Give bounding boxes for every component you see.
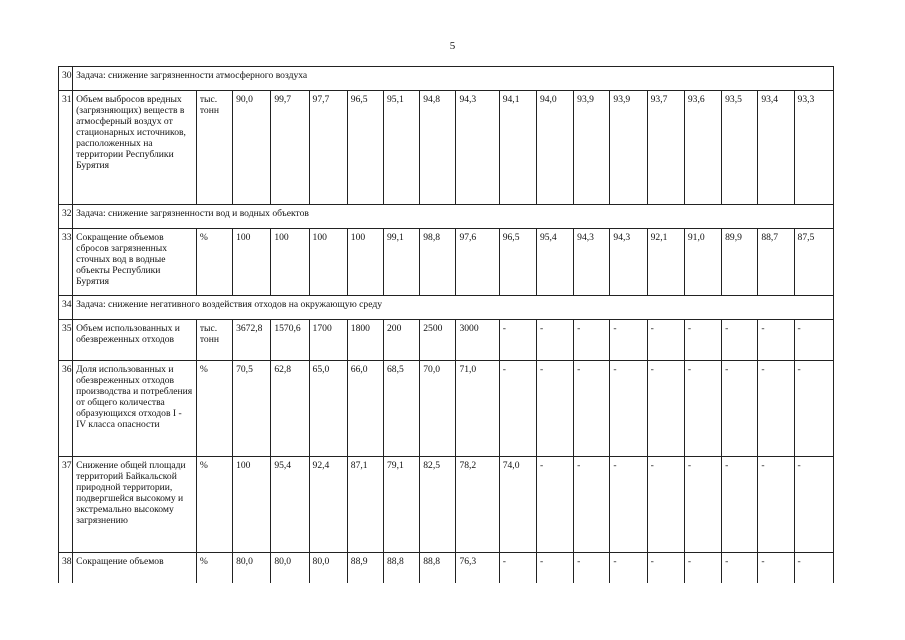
value-cell: 1800 [347, 320, 383, 361]
value-cell: 94,1 [499, 91, 536, 205]
value-cell: - [684, 553, 721, 583]
value-cell: - [794, 361, 833, 457]
indicator-row [59, 320, 834, 361]
value-cell: - [647, 553, 684, 583]
task-title: Задача: снижение загрязненности атмосферного воздуха [73, 67, 834, 91]
indicator-name: Сокращение объемов [73, 553, 197, 583]
value-cell: - [610, 457, 647, 553]
value-cell: 94,3 [456, 91, 499, 205]
value-cell: - [499, 361, 536, 457]
value-cell: 93,9 [574, 91, 610, 205]
value-cell: 3672,8 [233, 320, 271, 361]
value-cell: 62,8 [271, 361, 309, 457]
value-cell: 95,1 [384, 91, 420, 205]
value-cell: 100 [271, 229, 309, 296]
value-cell: 74,0 [499, 457, 536, 553]
value-cell: 93,3 [794, 91, 833, 205]
page-number: 5 [449, 40, 456, 52]
value-cell: - [574, 553, 610, 583]
row-number: 38 [59, 553, 73, 583]
value-cell: 97,6 [456, 229, 499, 296]
value-cell: 94,3 [574, 229, 610, 296]
value-cell: 93,6 [684, 91, 721, 205]
value-cell: 88,8 [420, 553, 456, 583]
task-title: Задача: снижение негативного воздействия отходов на окружающую среду [73, 296, 834, 320]
indicator-name: Объем использованных и обезвреженных отходов [73, 320, 197, 361]
value-cell: 87,5 [794, 229, 833, 296]
value-cell: 65,0 [309, 361, 347, 457]
value-cell: - [536, 457, 573, 553]
value-cell: 3000 [456, 320, 499, 361]
indicators-table [58, 66, 834, 583]
indicator-name: Объем выбросов вредных (загрязняющих) веществ в атмосферный воздух от стационарных источников, расположенных на территории Республики Бурятия [73, 91, 197, 205]
value-cell: - [647, 320, 684, 361]
row-number: 33 [59, 229, 73, 296]
value-cell: 1570,6 [271, 320, 309, 361]
value-cell: - [574, 320, 610, 361]
value-cell: - [610, 553, 647, 583]
task-row [59, 67, 834, 91]
indicator-row [59, 553, 834, 583]
value-cell: 100 [233, 229, 271, 296]
value-cell: 100 [233, 457, 271, 553]
value-cell: - [722, 553, 758, 583]
unit-cell: тыс. тонн [196, 320, 232, 361]
indicator-row [59, 457, 834, 553]
row-number: 30 [59, 67, 73, 91]
value-cell: 95,4 [271, 457, 309, 553]
value-cell: - [684, 320, 721, 361]
unit-cell: % [196, 457, 232, 553]
value-cell: 93,5 [722, 91, 758, 205]
value-cell: - [499, 553, 536, 583]
value-cell: 80,0 [233, 553, 271, 583]
value-cell: - [647, 361, 684, 457]
value-cell: - [574, 457, 610, 553]
value-cell: 93,7 [647, 91, 684, 205]
value-cell: 78,2 [456, 457, 499, 553]
value-cell: - [647, 457, 684, 553]
value-cell: - [610, 320, 647, 361]
row-number: 35 [59, 320, 73, 361]
value-cell: - [722, 457, 758, 553]
value-cell: - [758, 320, 794, 361]
value-cell: 91,0 [684, 229, 721, 296]
indicator-name: Снижение общей площади территорий Байкальской природной территории, подвергшейся высокому и экстремально высокому загрязнению [73, 457, 197, 553]
indicator-row [59, 91, 834, 205]
value-cell: - [536, 320, 573, 361]
value-cell: 82,5 [420, 457, 456, 553]
value-cell: 89,9 [722, 229, 758, 296]
value-cell: 94,8 [420, 91, 456, 205]
value-cell: - [684, 457, 721, 553]
value-cell: 96,5 [347, 91, 383, 205]
value-cell: 93,4 [758, 91, 794, 205]
value-cell: 99,1 [384, 229, 420, 296]
value-cell: 92,4 [309, 457, 347, 553]
value-cell: 99,7 [271, 91, 309, 205]
value-cell: 96,5 [499, 229, 536, 296]
value-cell: - [610, 361, 647, 457]
value-cell: 88,7 [758, 229, 794, 296]
value-cell: - [574, 361, 610, 457]
unit-cell: % [196, 229, 232, 296]
value-cell: 88,9 [347, 553, 383, 583]
value-cell: 100 [347, 229, 383, 296]
value-cell: - [684, 361, 721, 457]
value-cell: 93,9 [610, 91, 647, 205]
value-cell: 71,0 [456, 361, 499, 457]
task-title: Задача: снижение загрязненности вод и водных объектов [73, 205, 834, 229]
value-cell: 100 [309, 229, 347, 296]
value-cell: - [536, 553, 573, 583]
value-cell: 94,3 [610, 229, 647, 296]
indicator-name: Доля использованных и обезвреженных отходов производства и потребления от общего количества образующихся отходов I - IV класса опасности [73, 361, 197, 457]
indicator-row [59, 361, 834, 457]
value-cell: 200 [384, 320, 420, 361]
task-row [59, 296, 834, 320]
value-cell: - [794, 320, 833, 361]
value-cell: - [758, 457, 794, 553]
value-cell: - [758, 553, 794, 583]
unit-cell: тыс. тонн [196, 91, 232, 205]
value-cell: 2500 [420, 320, 456, 361]
unit-cell: % [196, 361, 232, 457]
value-cell: - [794, 553, 833, 583]
value-cell: - [722, 320, 758, 361]
row-number: 31 [59, 91, 73, 205]
value-cell: 80,0 [309, 553, 347, 583]
value-cell: 98,8 [420, 229, 456, 296]
indicator-name: Сокращение объемов сбросов загрязненных сточных вод в водные объекты Республики Бурятия [73, 229, 197, 296]
unit-cell: % [196, 553, 232, 583]
value-cell: - [758, 361, 794, 457]
value-cell: - [794, 457, 833, 553]
value-cell: 1700 [309, 320, 347, 361]
value-cell: 94,0 [536, 91, 573, 205]
task-row [59, 205, 834, 229]
row-number: 34 [59, 296, 73, 320]
value-cell: 66,0 [347, 361, 383, 457]
row-number: 37 [59, 457, 73, 553]
value-cell: 90,0 [233, 91, 271, 205]
value-cell: 95,4 [536, 229, 573, 296]
value-cell: 88,8 [384, 553, 420, 583]
value-cell: - [536, 361, 573, 457]
value-cell: 87,1 [347, 457, 383, 553]
value-cell: 70,5 [233, 361, 271, 457]
value-cell: 76,3 [456, 553, 499, 583]
value-cell: 79,1 [384, 457, 420, 553]
value-cell: 92,1 [647, 229, 684, 296]
value-cell: 80,0 [271, 553, 309, 583]
indicator-row [59, 229, 834, 296]
value-cell: - [499, 320, 536, 361]
row-number: 32 [59, 205, 73, 229]
value-cell: - [722, 361, 758, 457]
value-cell: 97,7 [309, 91, 347, 205]
value-cell: 68,5 [384, 361, 420, 457]
row-number: 36 [59, 361, 73, 457]
value-cell: 70,0 [420, 361, 456, 457]
